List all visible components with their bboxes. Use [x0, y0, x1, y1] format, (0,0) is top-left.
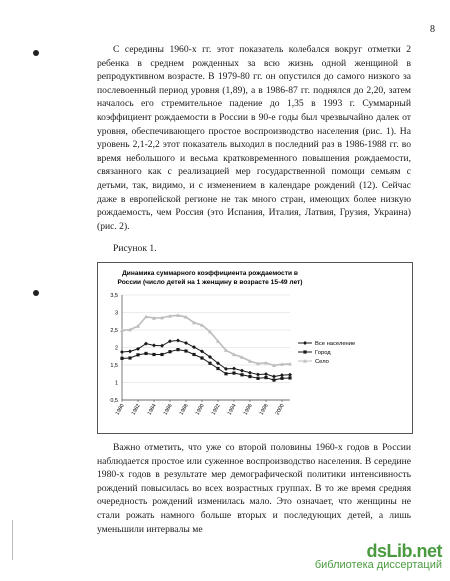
data-point — [120, 357, 123, 360]
body-text-bottom — [97, 441, 411, 536]
data-point — [256, 372, 260, 376]
y-tick-label: 2,5 — [110, 328, 118, 334]
data-point — [280, 377, 283, 380]
data-point — [176, 339, 180, 343]
x-tick-label: 1984 — [146, 403, 158, 417]
data-point — [288, 376, 291, 379]
data-point — [192, 353, 195, 356]
data-point — [168, 339, 172, 343]
data-point — [240, 369, 244, 373]
watermark — [315, 542, 442, 573]
chart-container — [97, 262, 413, 434]
data-point — [128, 349, 132, 353]
legend-label: Город — [315, 350, 331, 356]
data-point — [264, 376, 267, 379]
data-point — [152, 343, 156, 347]
legend-label: Все население — [315, 341, 356, 347]
chart — [98, 263, 412, 433]
data-point — [288, 373, 292, 377]
data-point — [144, 352, 147, 355]
data-point — [248, 371, 252, 375]
x-tick-label: 1996 — [242, 403, 254, 417]
x-tick-label: 1982 — [130, 403, 142, 417]
data-point — [216, 367, 219, 370]
data-point — [272, 375, 276, 379]
y-tick-label: 3,5 — [110, 293, 118, 299]
data-point — [240, 373, 243, 376]
page-number: 8 — [430, 24, 435, 35]
data-point — [256, 377, 259, 380]
y-tick-label: 0,5 — [110, 398, 118, 404]
data-point — [136, 353, 139, 356]
data-point — [168, 350, 171, 353]
margin-dot-mark — [33, 290, 39, 296]
figure-caption: Рисунок 1. — [113, 243, 157, 254]
data-point — [120, 350, 124, 354]
y-tick-label: 1 — [114, 380, 118, 387]
data-point — [200, 356, 203, 359]
watermark-subtitle: библиотека диссертаций — [314, 559, 442, 571]
data-point — [184, 341, 188, 345]
data-point — [232, 371, 235, 374]
scan-artifact-line — [12, 520, 13, 560]
paragraph: Важно отметить, что уже со второй половины 1960-х годов в России наблюдается простое или суженное воспроизводство населения. В середине 1980-х годов в результате мер демографической политики интенсивность рождений повысилась во всех возрастных группах. В то же время средняя очередность рождений изменилась мало. Это означает, что женщины не стали рожать намного больше вторых и последующих детей, а лишь уменьшили интервалы ме — [97, 442, 411, 535]
data-point — [232, 367, 236, 371]
data-point — [128, 356, 131, 359]
y-tick-label: 2 — [114, 345, 118, 352]
data-point — [224, 372, 227, 375]
data-point — [176, 348, 179, 351]
x-tick-label: 1998 — [258, 403, 270, 417]
y-tick-label: 1,5 — [110, 363, 118, 369]
data-point — [280, 373, 284, 377]
data-point — [160, 344, 164, 348]
margin-dot-mark — [33, 50, 39, 56]
series-line — [122, 341, 290, 377]
chart-title: Динамика суммарного коэффициента рождаемости в — [122, 270, 298, 277]
x-tick-label: 1986 — [162, 403, 174, 417]
data-point — [208, 362, 211, 365]
x-tick-label: 2000 — [274, 403, 286, 417]
legend-marker — [303, 341, 307, 345]
data-point — [248, 375, 251, 378]
x-tick-label: 1994 — [226, 403, 238, 417]
x-tick-label: 1988 — [178, 403, 190, 417]
data-point — [192, 345, 196, 349]
x-tick-label: 1992 — [210, 403, 222, 417]
data-point — [152, 353, 155, 356]
data-point — [160, 353, 163, 356]
data-point — [264, 372, 268, 376]
data-point — [272, 378, 275, 381]
x-tick-label: 1980 — [114, 403, 126, 417]
legend-label: Село — [315, 359, 329, 365]
series-line — [122, 315, 290, 365]
paragraph: С середины 1960-х гг. этот показатель колебался вокруг отметки 2 ребенка в среднем рожденных за всю жизнь одной женщиной в репродуктивном возрасте. В 1979-80 гг. он опустился до самого низкого за послевоенный период уровня (1,89), а в 1986-87 гг. поднялся до 2,20, затем началось его стремительное падение до 1,35 в 1993 г. Суммарный коэффициент рождаемости в России в 90-е годы был чрезвычайно далек от уровня, обеспечивающего простое воспроизводство населения (рис. 1). На уровень 2,1-2,2 этот показатель выходил в последний раз в 1986-1988 гг. во время небольшого и весьма кратковременного повышения рождаемости, связанного как с реализацией мер государственной помощи семьям с детьми, так, видимо, и с изменением в календаре рождений (12). Сейчас даже в европейской регионе не так много стран, имеющих более низкую рождаемость, чем Россия (это Испания, Италия, Латвия, Грузия, Украина) (рис. 2). — [97, 44, 411, 232]
watermark-logo: dsLib.net — [366, 541, 442, 561]
y-tick-label: 3 — [114, 310, 118, 317]
data-point — [184, 349, 187, 352]
x-tick-label: 1990 — [194, 403, 206, 417]
chart-title: России (число детей на 1 женщину в возрасте 15-49 лет) — [117, 279, 303, 286]
legend-marker — [303, 350, 306, 353]
body-text-top — [97, 43, 411, 233]
